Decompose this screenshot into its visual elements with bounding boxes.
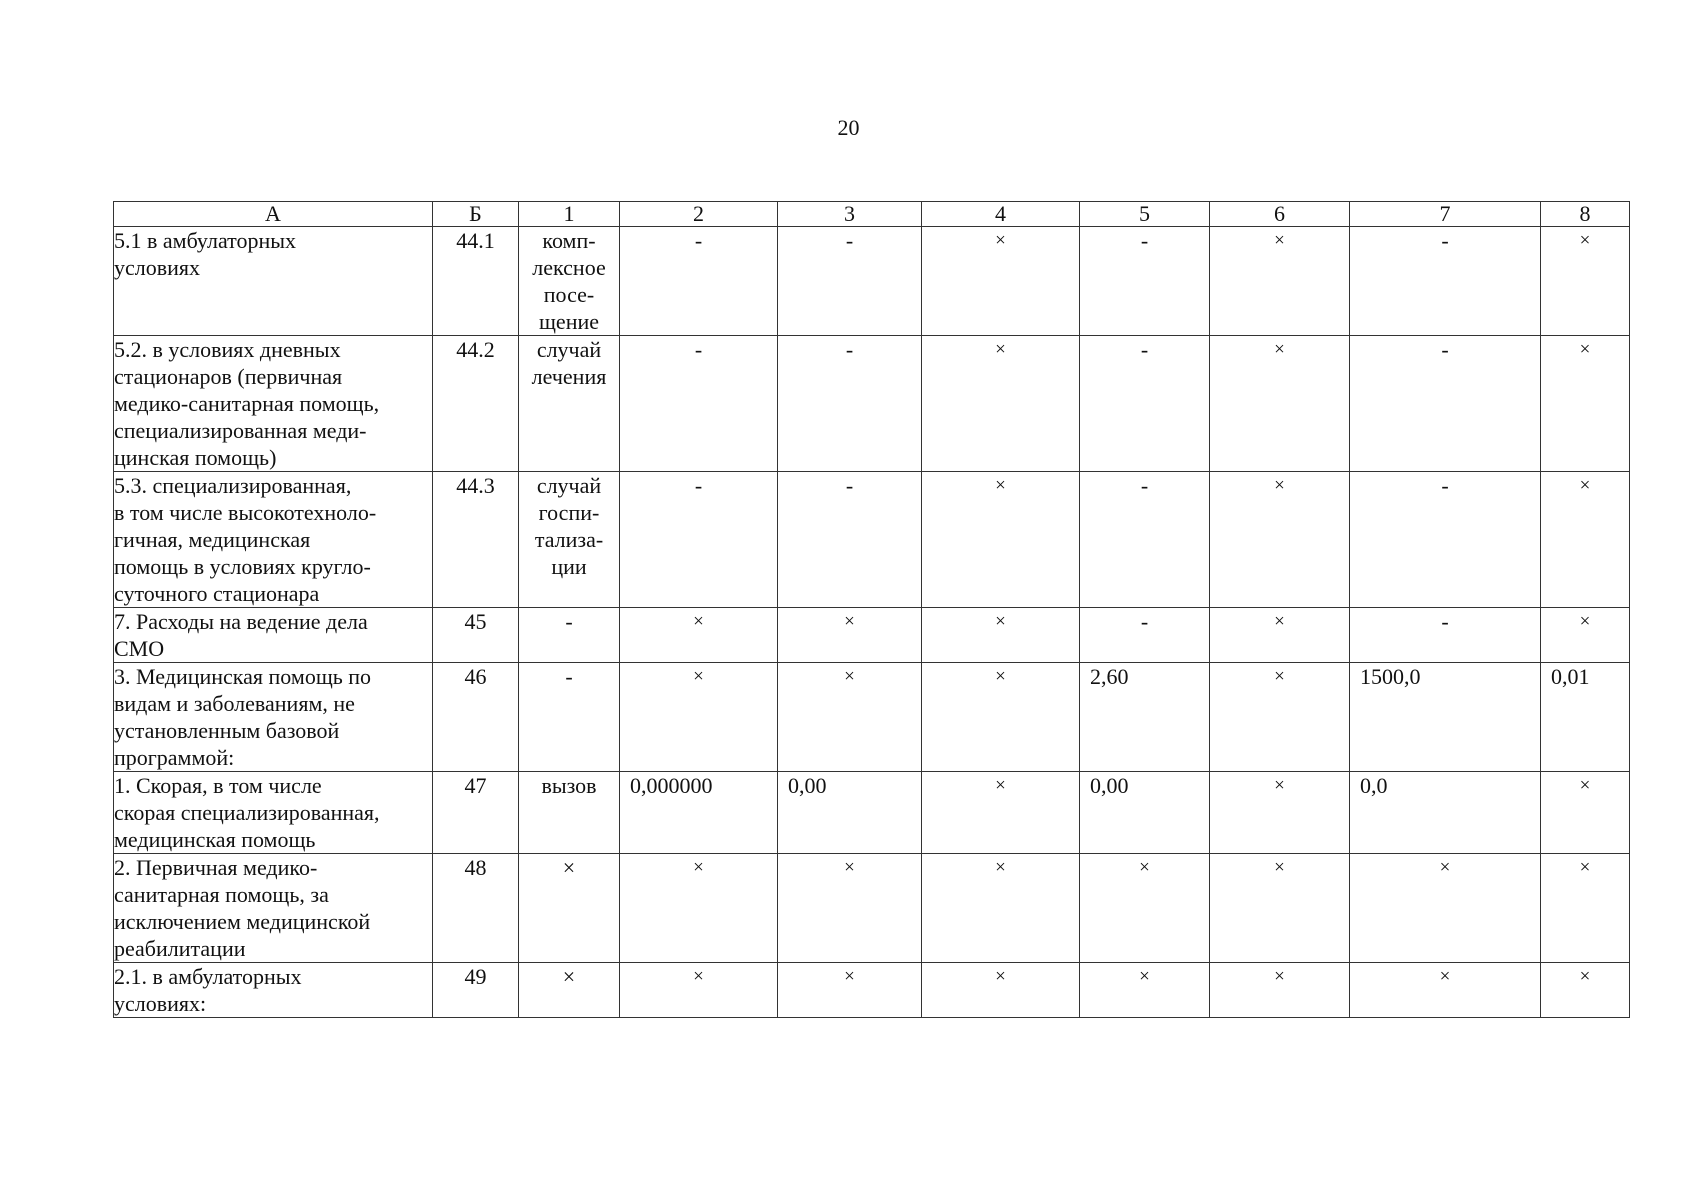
row-value-cell: - — [620, 336, 778, 472]
row-code-cell: 44.1 — [433, 227, 519, 336]
row-value-cell: 0,00 — [1080, 772, 1210, 854]
row-value-cell: - — [620, 472, 778, 608]
row-value-cell: × — [1210, 772, 1350, 854]
header-cell: 3 — [778, 202, 922, 227]
row-value-cell: 1500,0 — [1350, 663, 1541, 772]
row-value-cell: - — [1080, 227, 1210, 336]
row-name-cell: 5.3. специализированная, в том числе высокотехноло- гичная, медицинская помощь в условиях кругло- суточного стационара — [114, 472, 433, 608]
row-unit-cell: случай лечения — [519, 336, 620, 472]
row-code-cell: 47 — [433, 772, 519, 854]
row-value-cell: × — [620, 963, 778, 1018]
row-value-cell: × — [922, 663, 1080, 772]
row-value-cell: 2,60 — [1080, 663, 1210, 772]
header-cell: А — [114, 202, 433, 227]
row-name-cell: 3. Медицинская помощь по видам и заболеваниям, не установленным базовой программой: — [114, 663, 433, 772]
table-row — [114, 227, 1630, 336]
row-value-cell: × — [1210, 608, 1350, 663]
row-value-cell: × — [778, 854, 922, 963]
table-row — [114, 772, 1630, 854]
row-value-cell: × — [1210, 663, 1350, 772]
page-number: 20 — [837, 115, 860, 140]
row-value-cell: × — [620, 663, 778, 772]
row-code-cell: 46 — [433, 663, 519, 772]
row-value-cell: × — [778, 608, 922, 663]
row-value-cell: - — [1080, 608, 1210, 663]
table-row — [114, 854, 1630, 963]
row-value-cell: 0,000000 — [620, 772, 778, 854]
row-code-cell: 49 — [433, 963, 519, 1018]
row-value-cell: - — [778, 336, 922, 472]
row-value-cell: × — [1210, 336, 1350, 472]
row-unit-cell: - — [519, 663, 620, 772]
table-row — [114, 963, 1630, 1018]
row-value-cell: × — [922, 472, 1080, 608]
row-value-cell: × — [1080, 963, 1210, 1018]
row-value-cell: × — [1350, 963, 1541, 1018]
row-value-cell: × — [1541, 772, 1630, 854]
row-value-cell: × — [1210, 472, 1350, 608]
row-name-cell: 2. Первичная медико- санитарная помощь, за исключением медицинской реабилитации — [114, 854, 433, 963]
row-code-cell: 44.3 — [433, 472, 519, 608]
row-value-cell: × — [1541, 854, 1630, 963]
row-value-cell: × — [1541, 336, 1630, 472]
row-unit-cell: вызов — [519, 772, 620, 854]
row-name-cell: 5.1 в амбулаторных условиях — [114, 227, 433, 336]
row-unit-cell: комп- лексное посе- щение — [519, 227, 620, 336]
row-code-cell: 48 — [433, 854, 519, 963]
row-value-cell: × — [620, 608, 778, 663]
header-cell: 5 — [1080, 202, 1210, 227]
header-cell: Б — [433, 202, 519, 227]
row-value-cell: × — [922, 227, 1080, 336]
row-value-cell: × — [922, 854, 1080, 963]
row-name-cell: 7. Расходы на ведение дела СМО — [114, 608, 433, 663]
row-value-cell: × — [922, 772, 1080, 854]
row-value-cell: × — [922, 963, 1080, 1018]
row-value-cell: - — [778, 227, 922, 336]
row-name-cell: 1. Скорая, в том числе скорая специализированная, медицинская помощь — [114, 772, 433, 854]
header-cell: 2 — [620, 202, 778, 227]
row-unit-cell: случай госпи- тализа- ции — [519, 472, 620, 608]
header-cell: 4 — [922, 202, 1080, 227]
row-value-cell: - — [1350, 608, 1541, 663]
row-value-cell: 0,01 — [1541, 663, 1630, 772]
row-value-cell: × — [620, 854, 778, 963]
table-body — [114, 227, 1630, 1018]
header-cell: 6 — [1210, 202, 1350, 227]
header-cell: 7 — [1350, 202, 1541, 227]
header-cell: 1 — [519, 202, 620, 227]
table-header — [114, 202, 1630, 227]
row-value-cell: × — [1210, 963, 1350, 1018]
row-value-cell: × — [1350, 854, 1541, 963]
row-value-cell: × — [778, 663, 922, 772]
row-value-cell: × — [1080, 854, 1210, 963]
row-value-cell: - — [1350, 472, 1541, 608]
row-value-cell: × — [1541, 472, 1630, 608]
table-row — [114, 663, 1630, 772]
data-table — [113, 201, 1630, 1018]
row-unit-cell: - — [519, 608, 620, 663]
row-unit-cell: × — [519, 854, 620, 963]
row-value-cell: 0,0 — [1350, 772, 1541, 854]
row-code-cell: 45 — [433, 608, 519, 663]
row-unit-cell: × — [519, 963, 620, 1018]
row-value-cell: × — [778, 963, 922, 1018]
row-value-cell: × — [922, 608, 1080, 663]
row-value-cell: - — [1350, 336, 1541, 472]
row-name-cell: 5.2. в условиях дневных стационаров (первичная медико-санитарная помощь, специализированная меди- цинская помощь) — [114, 336, 433, 472]
row-value-cell: - — [1080, 336, 1210, 472]
row-value-cell: - — [1080, 472, 1210, 608]
row-value-cell: - — [778, 472, 922, 608]
row-value-cell: × — [1210, 227, 1350, 336]
row-value-cell: × — [1210, 854, 1350, 963]
row-code-cell: 44.2 — [433, 336, 519, 472]
row-value-cell: × — [1541, 608, 1630, 663]
row-value-cell: × — [1541, 227, 1630, 336]
table-row — [114, 472, 1630, 608]
table-row — [114, 608, 1630, 663]
row-name-cell: 2.1. в амбулаторных условиях: — [114, 963, 433, 1018]
row-value-cell: 0,00 — [778, 772, 922, 854]
row-value-cell: × — [1541, 963, 1630, 1018]
row-value-cell: × — [922, 336, 1080, 472]
row-value-cell: - — [1350, 227, 1541, 336]
row-value-cell: - — [620, 227, 778, 336]
table-row — [114, 336, 1630, 472]
header-cell: 8 — [1541, 202, 1630, 227]
